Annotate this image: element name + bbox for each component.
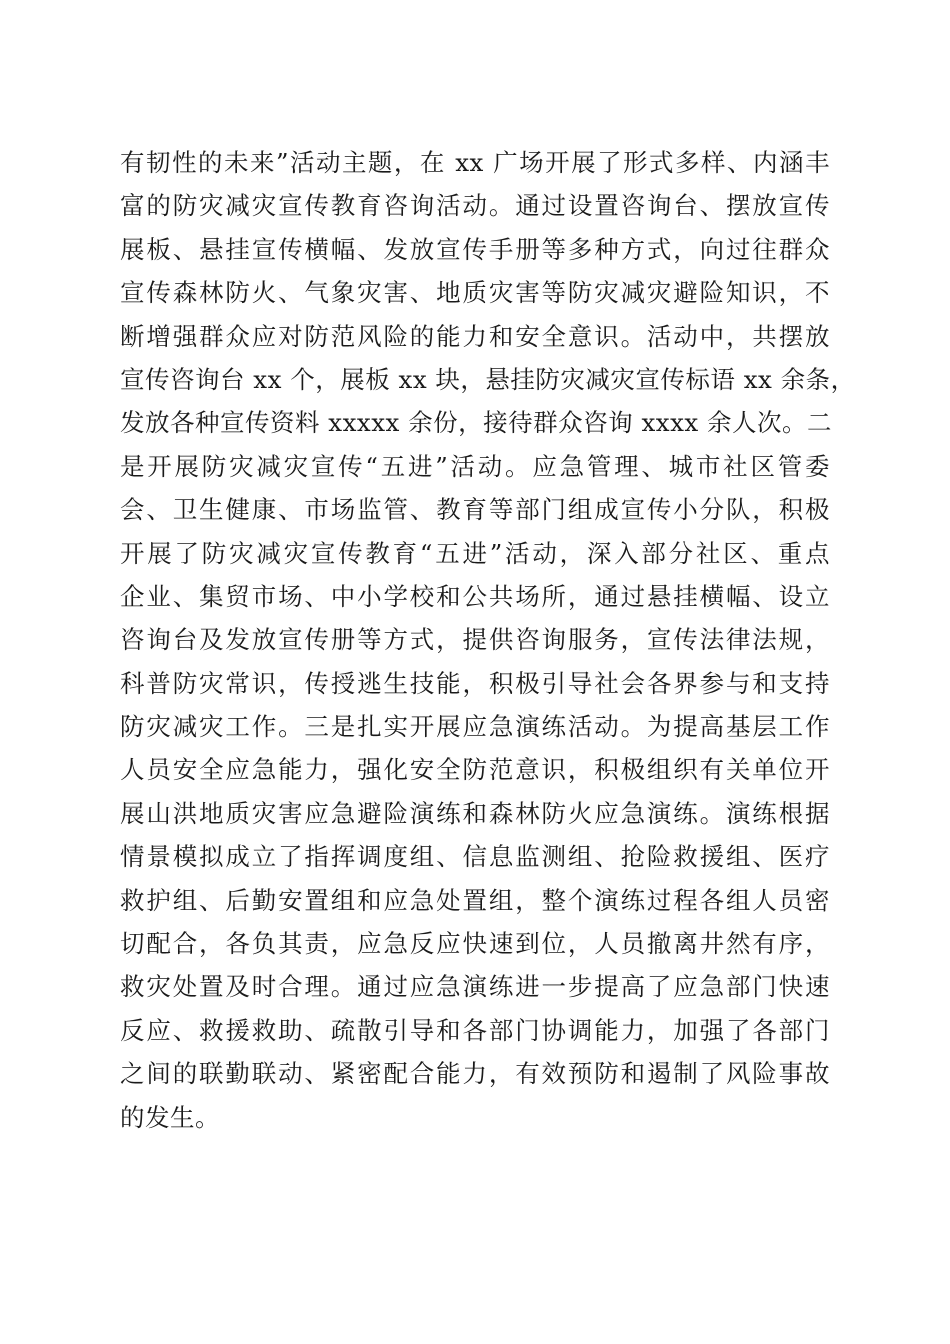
text-line: 断增强群众应对防范风险的能力和安全意识。活动中，共摆放 bbox=[120, 321, 830, 351]
text-line: 富的防灾减灾宣传教育咨询活动。通过设置咨询台、摆放宣传 bbox=[120, 191, 830, 221]
text-line: 开展了防灾减灾宣传教育“五进”活动，深入部分社区、重点 bbox=[120, 538, 830, 568]
text-line: 人员安全应急能力，强化安全防范意识，积极组织有关单位开 bbox=[120, 755, 830, 785]
text-line: 之间的联勤联动、紧密配合能力，有效预防和遏制了风险事故 bbox=[120, 1059, 830, 1089]
text-line: 切配合，各负其责，应急反应快速到位，人员撤离井然有序， bbox=[120, 929, 830, 959]
text-line: 会、卫生健康、市场监管、教育等部门组成宣传小分队，积极 bbox=[120, 495, 830, 525]
text-line: 咨询台及发放宣传册等方式，提供咨询服务，宣传法律法规， bbox=[120, 625, 830, 655]
text-line: 科普防灾常识，传授逃生技能，积极引导社会各界参与和支持 bbox=[120, 668, 830, 698]
text-line: 展板、悬挂宣传横幅、发放宣传手册等多种方式，向过往群众 bbox=[120, 234, 830, 264]
text-line: 发放各种宣传资料 xxxxx 余份，接待群众咨询 xxxx 余人次。二 bbox=[120, 408, 833, 438]
text-line: 是开展防灾减灾宣传“五进”活动。应急管理、城市社区管委 bbox=[120, 451, 830, 481]
text-line: 宣传森林防火、气象灾害、地质灾害等防灾减灾避险知识，不 bbox=[120, 278, 830, 308]
text-line: 宣传咨询台 xx 个，展板 xx 块，悬挂防灾减灾宣传标语 xx 余条， bbox=[120, 364, 856, 394]
text-line: 有韧性的未来”活动主题，在 xx 广场开展了形式多样、内涵丰 bbox=[120, 148, 830, 177]
text-line: 企业、集贸市场、中小学校和公共场所，通过悬挂横幅、设立 bbox=[120, 581, 830, 611]
text-line: 情景模拟成立了指挥调度组、信息监测组、抢险救援组、医疗 bbox=[120, 842, 830, 872]
text-line: 救护组、后勤安置组和应急处置组，整个演练过程各组人员密 bbox=[120, 885, 830, 915]
body-paragraph bbox=[120, 141, 856, 1139]
text-line: 展山洪地质灾害应急避险演练和森林防火应急演练。演练根据 bbox=[120, 798, 830, 828]
text-line: 救灾处置及时合理。通过应急演练进一步提高了应急部门快速 bbox=[120, 972, 830, 1002]
text-line: 防灾减灾工作。三是扎实开展应急演练活动。为提高基层工作 bbox=[120, 712, 830, 742]
text-line: 的发生。 bbox=[120, 1102, 220, 1132]
text-line: 反应、救援救助、疏散引导和各部门协调能力，加强了各部门 bbox=[120, 1015, 830, 1045]
